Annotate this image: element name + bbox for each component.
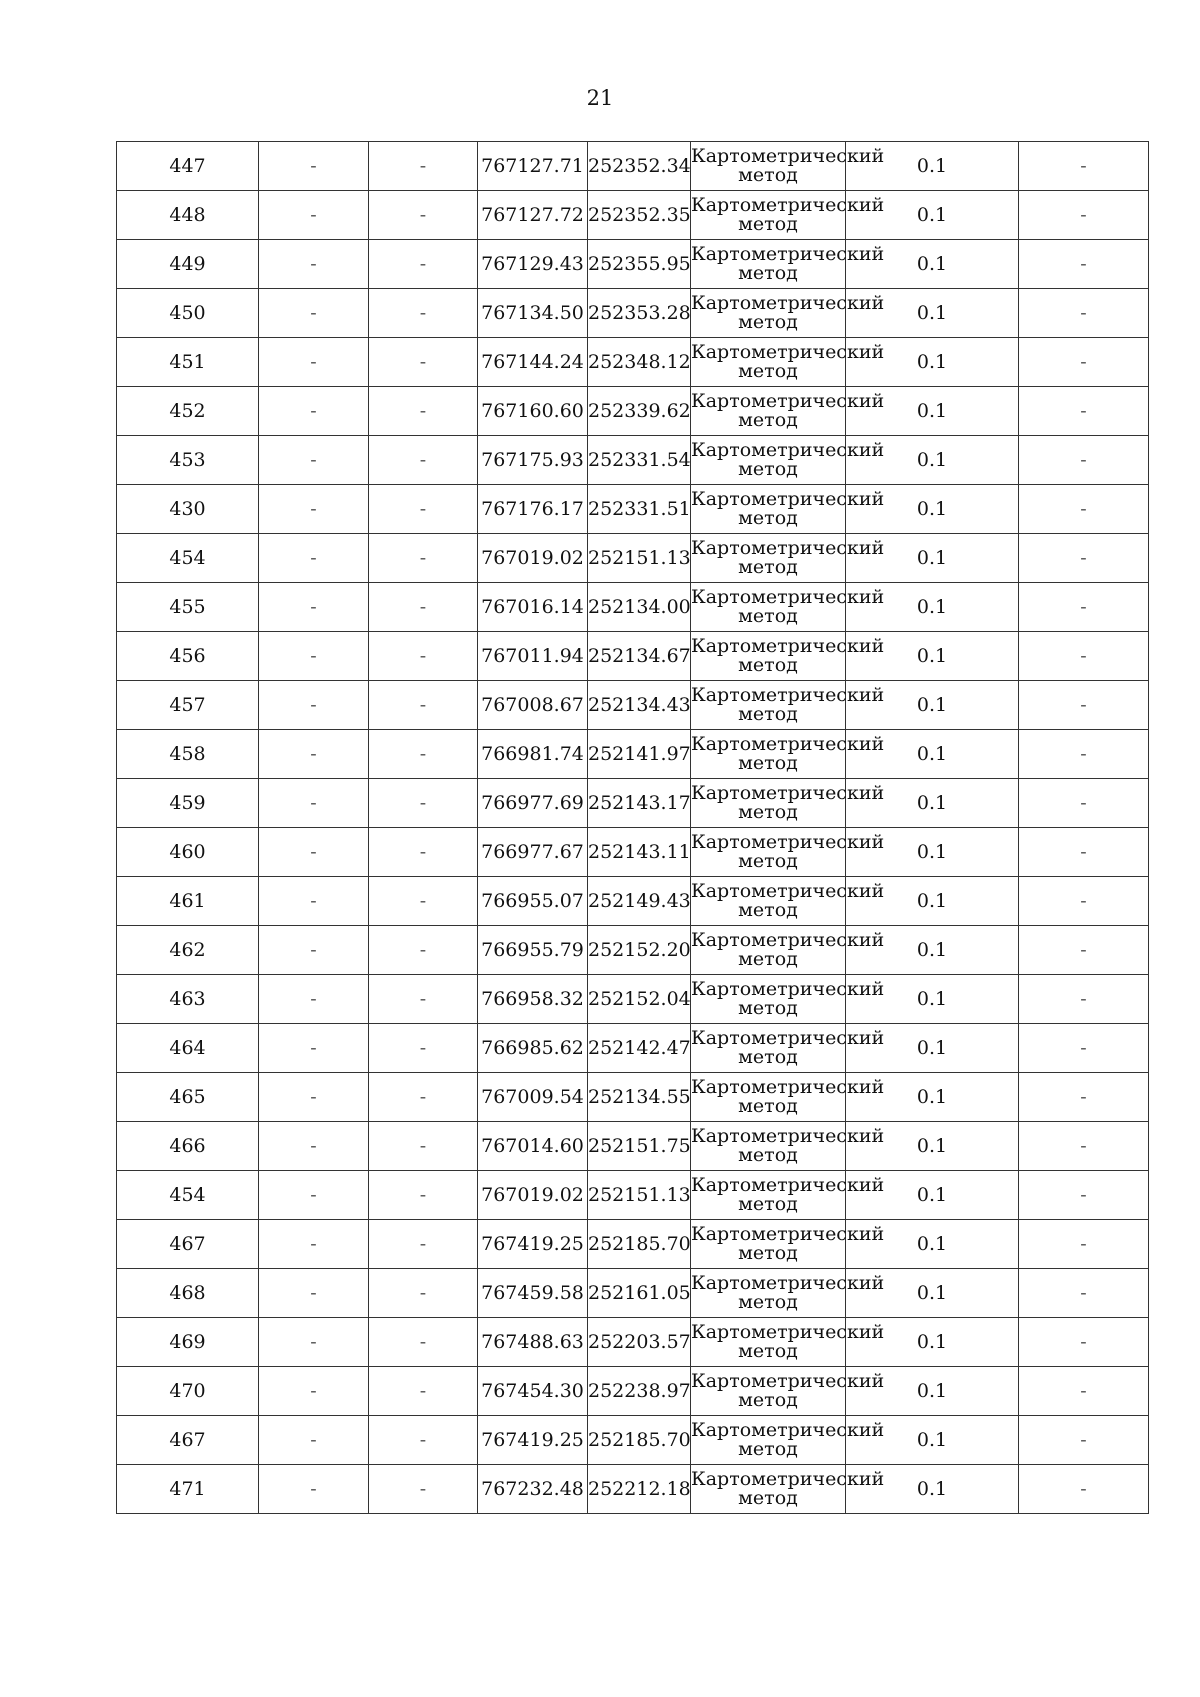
column-3-cell: - (369, 387, 478, 436)
column-3-cell: - (369, 534, 478, 583)
column-3-cell: - (369, 289, 478, 338)
x-coordinate-cell: 767129.43 (478, 240, 588, 289)
point-number-cell: 469 (117, 1318, 259, 1367)
point-number-cell: 456 (117, 632, 259, 681)
x-coordinate-cell: 767014.60 (478, 1122, 588, 1171)
method-cell: Картометрический метод (691, 240, 846, 289)
point-number-cell: 468 (117, 1269, 259, 1318)
column-3-cell: - (369, 1073, 478, 1122)
method-cell: Картометрический метод (691, 1122, 846, 1171)
column-2-cell: - (259, 1318, 369, 1367)
note-cell: - (1019, 975, 1149, 1024)
point-number-cell: 448 (117, 191, 259, 240)
note-cell: - (1019, 289, 1149, 338)
y-coordinate-cell: 252151.13 (588, 534, 691, 583)
point-number-cell: 462 (117, 926, 259, 975)
y-coordinate-cell: 252134.55 (588, 1073, 691, 1122)
table-row (117, 338, 1149, 387)
method-cell: Картометрический метод (691, 926, 846, 975)
column-3-cell: - (369, 1024, 478, 1073)
note-cell: - (1019, 779, 1149, 828)
x-coordinate-cell: 767419.25 (478, 1416, 588, 1465)
table-row (117, 1024, 1149, 1073)
column-2-cell: - (259, 632, 369, 681)
table-row (117, 485, 1149, 534)
y-coordinate-cell: 252348.12 (588, 338, 691, 387)
x-coordinate-cell: 766955.79 (478, 926, 588, 975)
x-coordinate-cell: 767016.14 (478, 583, 588, 632)
note-cell: - (1019, 1318, 1149, 1367)
accuracy-cell: 0.1 (846, 1220, 1019, 1269)
note-cell: - (1019, 1220, 1149, 1269)
column-3-cell: - (369, 1416, 478, 1465)
y-coordinate-cell: 252149.43 (588, 877, 691, 926)
x-coordinate-cell: 767459.58 (478, 1269, 588, 1318)
accuracy-cell: 0.1 (846, 436, 1019, 485)
y-coordinate-cell: 252355.95 (588, 240, 691, 289)
x-coordinate-cell: 767127.71 (478, 142, 588, 191)
y-coordinate-cell: 252352.35 (588, 191, 691, 240)
column-3-cell: - (369, 1465, 478, 1514)
y-coordinate-cell: 252161.05 (588, 1269, 691, 1318)
method-cell: Картометрический метод (691, 828, 846, 877)
table-row (117, 975, 1149, 1024)
note-cell: - (1019, 1073, 1149, 1122)
point-number-cell: 452 (117, 387, 259, 436)
method-cell: Картометрический метод (691, 1171, 846, 1220)
column-3-cell: - (369, 142, 478, 191)
column-2-cell: - (259, 1416, 369, 1465)
method-cell: Картометрический метод (691, 730, 846, 779)
method-cell: Картометрический метод (691, 975, 846, 1024)
method-cell: Картометрический метод (691, 779, 846, 828)
column-2-cell: - (259, 1465, 369, 1514)
accuracy-cell: 0.1 (846, 877, 1019, 926)
y-coordinate-cell: 252134.67 (588, 632, 691, 681)
point-number-cell: 471 (117, 1465, 259, 1514)
table-row (117, 142, 1149, 191)
y-coordinate-cell: 252152.20 (588, 926, 691, 975)
method-cell: Картометрический метод (691, 681, 846, 730)
accuracy-cell: 0.1 (846, 1465, 1019, 1514)
point-number-cell: 455 (117, 583, 259, 632)
x-coordinate-cell: 766985.62 (478, 1024, 588, 1073)
accuracy-cell: 0.1 (846, 1073, 1019, 1122)
y-coordinate-cell: 252331.51 (588, 485, 691, 534)
table-row (117, 779, 1149, 828)
column-2-cell: - (259, 1220, 369, 1269)
table-row (117, 534, 1149, 583)
method-cell: Картометрический метод (691, 338, 846, 387)
accuracy-cell: 0.1 (846, 1122, 1019, 1171)
column-2-cell: - (259, 828, 369, 877)
table-row (117, 289, 1149, 338)
column-2-cell: - (259, 730, 369, 779)
point-number-cell: 467 (117, 1416, 259, 1465)
column-2-cell: - (259, 779, 369, 828)
method-cell: Картометрический метод (691, 1465, 846, 1514)
note-cell: - (1019, 1367, 1149, 1416)
column-3-cell: - (369, 240, 478, 289)
accuracy-cell: 0.1 (846, 534, 1019, 583)
column-3-cell: - (369, 828, 478, 877)
column-3-cell: - (369, 1122, 478, 1171)
accuracy-cell: 0.1 (846, 338, 1019, 387)
x-coordinate-cell: 767144.24 (478, 338, 588, 387)
table-row (117, 583, 1149, 632)
table-row (117, 1269, 1149, 1318)
column-3-cell: - (369, 1367, 478, 1416)
point-number-cell: 453 (117, 436, 259, 485)
column-3-cell: - (369, 730, 478, 779)
note-cell: - (1019, 1122, 1149, 1171)
column-3-cell: - (369, 1220, 478, 1269)
note-cell: - (1019, 1024, 1149, 1073)
method-cell: Картометрический метод (691, 1318, 846, 1367)
x-coordinate-cell: 766958.32 (478, 975, 588, 1024)
x-coordinate-cell: 767176.17 (478, 485, 588, 534)
column-2-cell: - (259, 1269, 369, 1318)
point-number-cell: 467 (117, 1220, 259, 1269)
note-cell: - (1019, 926, 1149, 975)
note-cell: - (1019, 534, 1149, 583)
column-3-cell: - (369, 1269, 478, 1318)
y-coordinate-cell: 252151.13 (588, 1171, 691, 1220)
column-2-cell: - (259, 1367, 369, 1416)
table-row (117, 240, 1149, 289)
table-row (117, 1220, 1149, 1269)
accuracy-cell: 0.1 (846, 142, 1019, 191)
y-coordinate-cell: 252331.54 (588, 436, 691, 485)
method-cell: Картометрический метод (691, 1269, 846, 1318)
accuracy-cell: 0.1 (846, 240, 1019, 289)
coordinates-table (116, 141, 1149, 1514)
y-coordinate-cell: 252203.57 (588, 1318, 691, 1367)
table-row (117, 1416, 1149, 1465)
table-row (117, 1171, 1149, 1220)
accuracy-cell: 0.1 (846, 975, 1019, 1024)
y-coordinate-cell: 252134.00 (588, 583, 691, 632)
column-2-cell: - (259, 926, 369, 975)
y-coordinate-cell: 252143.11 (588, 828, 691, 877)
note-cell: - (1019, 583, 1149, 632)
point-number-cell: 450 (117, 289, 259, 338)
point-number-cell: 470 (117, 1367, 259, 1416)
column-3-cell: - (369, 1171, 478, 1220)
accuracy-cell: 0.1 (846, 730, 1019, 779)
x-coordinate-cell: 767175.93 (478, 436, 588, 485)
column-3-cell: - (369, 485, 478, 534)
point-number-cell: 464 (117, 1024, 259, 1073)
x-coordinate-cell: 767232.48 (478, 1465, 588, 1514)
point-number-cell: 447 (117, 142, 259, 191)
column-2-cell: - (259, 338, 369, 387)
table-row (117, 730, 1149, 779)
y-coordinate-cell: 252134.43 (588, 681, 691, 730)
column-3-cell: - (369, 436, 478, 485)
x-coordinate-cell: 767160.60 (478, 387, 588, 436)
y-coordinate-cell: 252185.70 (588, 1220, 691, 1269)
table-row (117, 926, 1149, 975)
note-cell: - (1019, 828, 1149, 877)
page-number: 21 (586, 86, 614, 110)
y-coordinate-cell: 252339.62 (588, 387, 691, 436)
x-coordinate-cell: 766955.07 (478, 877, 588, 926)
accuracy-cell: 0.1 (846, 485, 1019, 534)
accuracy-cell: 0.1 (846, 289, 1019, 338)
column-2-cell: - (259, 583, 369, 632)
accuracy-cell: 0.1 (846, 828, 1019, 877)
method-cell: Картометрический метод (691, 534, 846, 583)
column-2-cell: - (259, 142, 369, 191)
note-cell: - (1019, 877, 1149, 926)
column-3-cell: - (369, 926, 478, 975)
x-coordinate-cell: 766981.74 (478, 730, 588, 779)
accuracy-cell: 0.1 (846, 681, 1019, 730)
method-cell: Картометрический метод (691, 1220, 846, 1269)
column-2-cell: - (259, 1171, 369, 1220)
x-coordinate-cell: 767454.30 (478, 1367, 588, 1416)
method-cell: Картометрический метод (691, 1073, 846, 1122)
table-row (117, 436, 1149, 485)
column-3-cell: - (369, 681, 478, 730)
x-coordinate-cell: 767009.54 (478, 1073, 588, 1122)
table-row (117, 1122, 1149, 1171)
note-cell: - (1019, 142, 1149, 191)
y-coordinate-cell: 252143.17 (588, 779, 691, 828)
table-row (117, 1073, 1149, 1122)
x-coordinate-cell: 767019.02 (478, 534, 588, 583)
accuracy-cell: 0.1 (846, 926, 1019, 975)
column-2-cell: - (259, 436, 369, 485)
column-3-cell: - (369, 191, 478, 240)
point-number-cell: 466 (117, 1122, 259, 1171)
method-cell: Картометрический метод (691, 436, 846, 485)
note-cell: - (1019, 240, 1149, 289)
column-3-cell: - (369, 338, 478, 387)
column-2-cell: - (259, 681, 369, 730)
x-coordinate-cell: 766977.69 (478, 779, 588, 828)
accuracy-cell: 0.1 (846, 1318, 1019, 1367)
x-coordinate-cell: 767419.25 (478, 1220, 588, 1269)
point-number-cell: 454 (117, 1171, 259, 1220)
accuracy-cell: 0.1 (846, 1269, 1019, 1318)
column-2-cell: - (259, 1024, 369, 1073)
table-row (117, 828, 1149, 877)
table-row (117, 681, 1149, 730)
column-2-cell: - (259, 485, 369, 534)
note-cell: - (1019, 387, 1149, 436)
table-row (117, 1318, 1149, 1367)
column-3-cell: - (369, 877, 478, 926)
column-3-cell: - (369, 632, 478, 681)
point-number-cell: 459 (117, 779, 259, 828)
table-row (117, 877, 1149, 926)
x-coordinate-cell: 767019.02 (478, 1171, 588, 1220)
method-cell: Картометрический метод (691, 142, 846, 191)
note-cell: - (1019, 436, 1149, 485)
note-cell: - (1019, 632, 1149, 681)
accuracy-cell: 0.1 (846, 191, 1019, 240)
column-3-cell: - (369, 779, 478, 828)
method-cell: Картометрический метод (691, 191, 846, 240)
table-row (117, 387, 1149, 436)
y-coordinate-cell: 252353.28 (588, 289, 691, 338)
accuracy-cell: 0.1 (846, 632, 1019, 681)
point-number-cell: 454 (117, 534, 259, 583)
method-cell: Картометрический метод (691, 387, 846, 436)
column-2-cell: - (259, 877, 369, 926)
note-cell: - (1019, 338, 1149, 387)
x-coordinate-cell: 767488.63 (478, 1318, 588, 1367)
y-coordinate-cell: 252212.18 (588, 1465, 691, 1514)
note-cell: - (1019, 730, 1149, 779)
y-coordinate-cell: 252185.70 (588, 1416, 691, 1465)
note-cell: - (1019, 485, 1149, 534)
y-coordinate-cell: 252352.34 (588, 142, 691, 191)
point-number-cell: 460 (117, 828, 259, 877)
table-row (117, 632, 1149, 681)
y-coordinate-cell: 252142.47 (588, 1024, 691, 1073)
column-2-cell: - (259, 1073, 369, 1122)
column-2-cell: - (259, 387, 369, 436)
point-number-cell: 465 (117, 1073, 259, 1122)
column-2-cell: - (259, 1122, 369, 1171)
point-number-cell: 463 (117, 975, 259, 1024)
method-cell: Картометрический метод (691, 583, 846, 632)
y-coordinate-cell: 252238.97 (588, 1367, 691, 1416)
accuracy-cell: 0.1 (846, 1416, 1019, 1465)
column-3-cell: - (369, 583, 478, 632)
accuracy-cell: 0.1 (846, 1024, 1019, 1073)
method-cell: Картометрический метод (691, 1367, 846, 1416)
x-coordinate-cell: 767008.67 (478, 681, 588, 730)
point-number-cell: 461 (117, 877, 259, 926)
x-coordinate-cell: 767127.72 (478, 191, 588, 240)
point-number-cell: 457 (117, 681, 259, 730)
column-2-cell: - (259, 289, 369, 338)
accuracy-cell: 0.1 (846, 1171, 1019, 1220)
point-number-cell: 458 (117, 730, 259, 779)
table-row (117, 1367, 1149, 1416)
x-coordinate-cell: 767134.50 (478, 289, 588, 338)
note-cell: - (1019, 1171, 1149, 1220)
note-cell: - (1019, 191, 1149, 240)
note-cell: - (1019, 1269, 1149, 1318)
note-cell: - (1019, 681, 1149, 730)
column-2-cell: - (259, 975, 369, 1024)
method-cell: Картометрический метод (691, 1024, 846, 1073)
column-2-cell: - (259, 191, 369, 240)
method-cell: Картометрический метод (691, 485, 846, 534)
point-number-cell: 451 (117, 338, 259, 387)
accuracy-cell: 0.1 (846, 387, 1019, 436)
point-number-cell: 430 (117, 485, 259, 534)
method-cell: Картометрический метод (691, 289, 846, 338)
accuracy-cell: 0.1 (846, 779, 1019, 828)
accuracy-cell: 0.1 (846, 1367, 1019, 1416)
table-body (117, 142, 1149, 1514)
y-coordinate-cell: 252152.04 (588, 975, 691, 1024)
y-coordinate-cell: 252141.97 (588, 730, 691, 779)
y-coordinate-cell: 252151.75 (588, 1122, 691, 1171)
column-2-cell: - (259, 534, 369, 583)
table-row (117, 191, 1149, 240)
x-coordinate-cell: 766977.67 (478, 828, 588, 877)
note-cell: - (1019, 1416, 1149, 1465)
point-number-cell: 449 (117, 240, 259, 289)
column-2-cell: - (259, 240, 369, 289)
note-cell: - (1019, 1465, 1149, 1514)
x-coordinate-cell: 767011.94 (478, 632, 588, 681)
method-cell: Картометрический метод (691, 632, 846, 681)
column-3-cell: - (369, 1318, 478, 1367)
method-cell: Картометрический метод (691, 1416, 846, 1465)
accuracy-cell: 0.1 (846, 583, 1019, 632)
table-row (117, 1465, 1149, 1514)
column-3-cell: - (369, 975, 478, 1024)
method-cell: Картометрический метод (691, 877, 846, 926)
